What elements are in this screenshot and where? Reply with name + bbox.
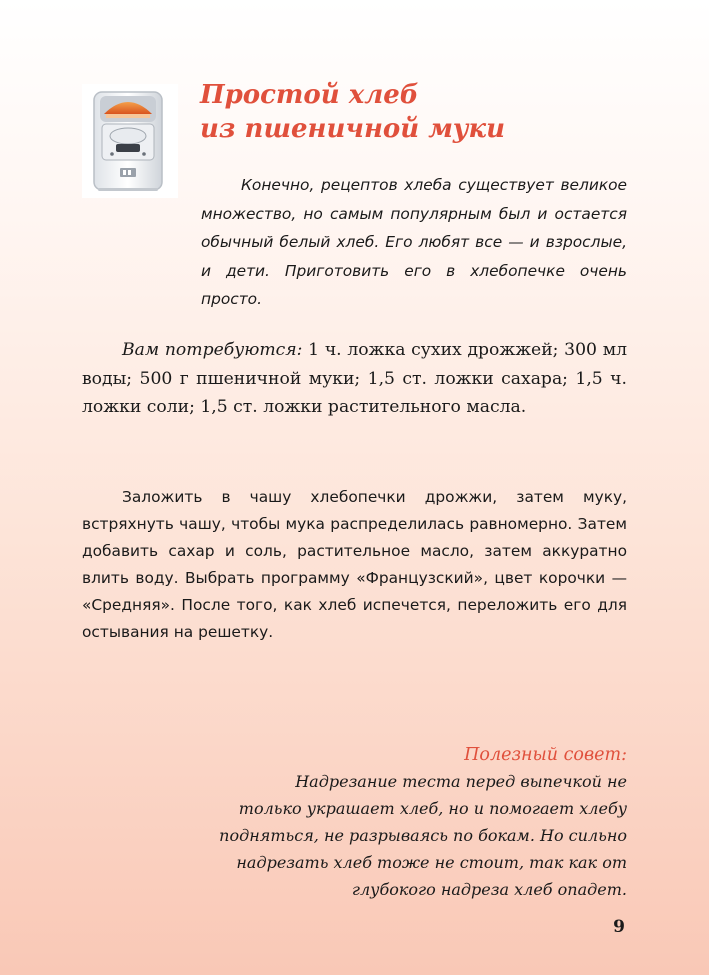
ingredients-lead: Вам потребуются: — [122, 340, 303, 360]
intro-paragraph: Конечно, рецептов хлеба существует великое множество, но самым популярным был и остается обычный белый хлеб. Его любят все — и взрослые, и дети. Приготовить его в хлебопечке очень просто. — [201, 176, 627, 308]
title-line-1: Простой хлеб — [200, 80, 419, 110]
method-paragraph: Заложить в чашу хлебопечки дрожжи, затем муку, встряхнуть чашу, чтобы мука распределилась равномерно. Затем добавить сахар и соль, растительное масло, затем аккуратно влить воду. Выбрать программу «Французский», цвет корочки — «Средняя». После того, как хлеб испечется, переложить его для остывания на решетку. — [82, 488, 627, 641]
tip-line: Надрезание теста перед выпечкой не — [295, 772, 627, 791]
bread-maker-icon — [82, 84, 178, 198]
tip-line: глубокого надреза хлеб опадет. — [351, 880, 627, 899]
ingredients-text: 1 ч. ложка сухих дрожжей; 300 мл воды; 500 г пшеничной муки; 1,5 ст. ложки сахара; 1,5 ч. ложки соли; 1,5 ст. ложки растительного масла. — [82, 340, 627, 417]
tip-line: подняться, не разрываясь по бокам. Но сильно — [219, 826, 627, 845]
ingredients-paragraph — [82, 336, 627, 422]
tip-line: только украшает хлеб, но и помогает хлебу — [238, 799, 627, 818]
tip-title: Полезный совет: — [464, 745, 627, 765]
tip-line: надрезать хлеб тоже не стоит, так как от — [236, 853, 627, 872]
recipe-title — [200, 78, 505, 146]
bread-maker-illustration — [82, 84, 178, 198]
page-number: 9 — [613, 917, 625, 937]
useful-tip — [187, 742, 627, 903]
title-line-2: из пшеничной муки — [200, 114, 505, 144]
